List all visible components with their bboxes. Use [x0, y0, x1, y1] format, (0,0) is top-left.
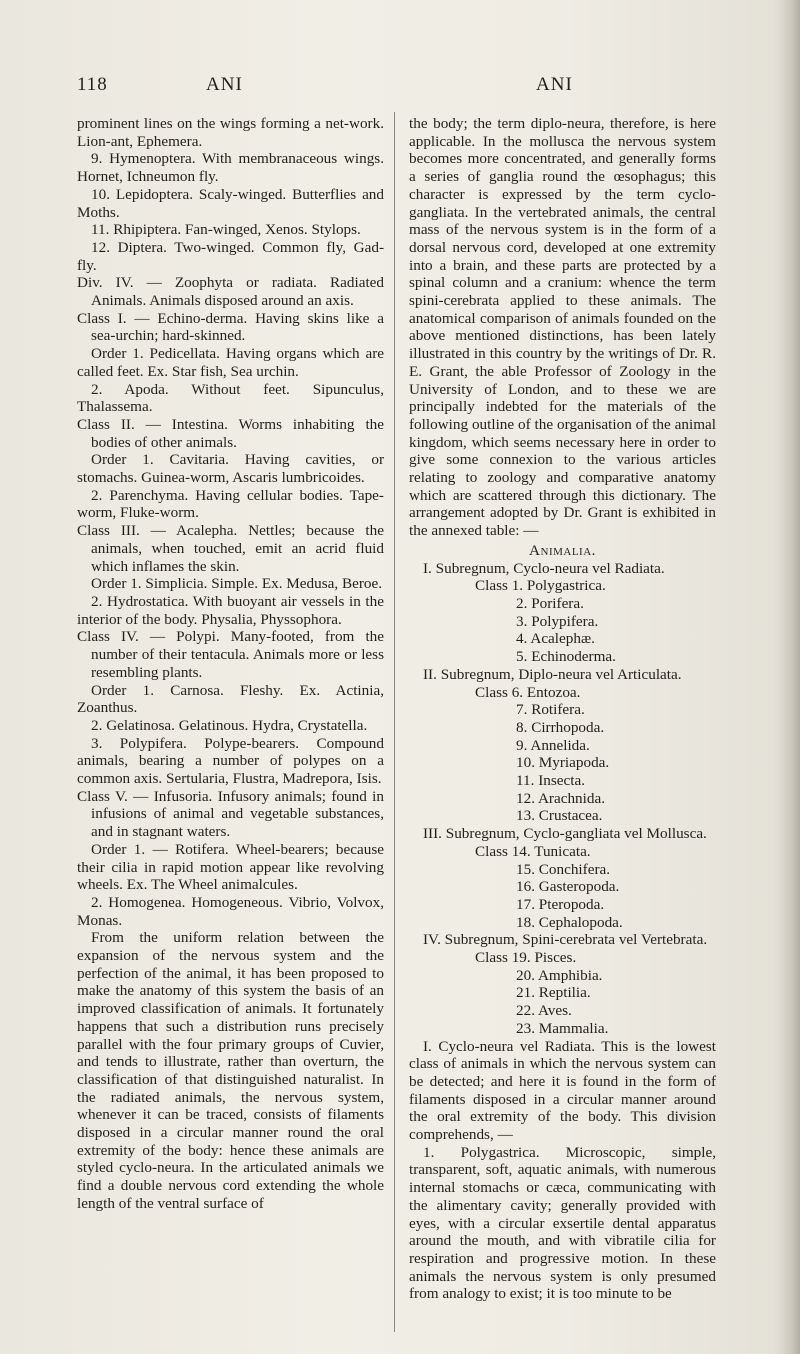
class-row: 8. Cirrhopoda.	[516, 718, 605, 736]
left-paragraph: 11. Rhipiptera. Fan-winged, Xenos. Stylops.	[91, 221, 361, 239]
column-divider	[394, 112, 395, 1332]
left-paragraph: Order 1. Pedicellata. Having organs which are called feet. Ex. Star fish, Sea urchin.	[77, 345, 384, 380]
class-row: 5. Echinoderma.	[516, 648, 616, 666]
left-paragraph: Class V. — Infusoria. Infusory animals; found in infusions of animal and vegetable substances, and in stagnant waters.	[77, 787, 384, 841]
class-row: Class 14. Tunicata.	[475, 842, 591, 860]
subregnum-row: IV. Subregnum, Spini-cerebrata vel Vertebrata.	[423, 931, 708, 949]
left-paragraph: Order 1. — Rotifera. Wheel-bearers; because their cilia in rapid motion appear like revolving wheels. Ex. The Wheel animalcules.	[77, 840, 384, 894]
class-row: Class 19. Pisces.	[475, 949, 577, 967]
right-column	[409, 115, 716, 1303]
subregnum-row: I. Subregnum, Cyclo-neura vel Radiata.	[423, 559, 665, 577]
right-intro-paragraph: the body; the term diplo-neura, therefore, is here applicable. In the mollusca the nervous system becomes more concentrated, and generally forms a series of ganglia round the œsophagus; this character is expressed by the term cyclo-gangliata. In the vertebrated animals, the central mass of the nervous system is in the form of a dorsal nervous cord, developed at one extremity into a brain, and these parts are protected by a spinal column and a cranium: whence the term spini-cerebrata applied to these animals. The anatomical comparison of animals founded on the above mentioned distinctions, has been lately illustrated in this country by the writings of Dr. R. E. Grant, the able Professor of Zoology in the University of London, and to these we are principally indebted for the materials of the following outline of the organisation of the animal kingdom, which seems necessary here in order to give some connexion to the various articles relating to zoology and comparative anatomy which are scattered through this dictionary. The arrangement adopted by Dr. Grant is exhibited in the annexed table: —	[409, 115, 716, 540]
left-paragraph: Class IV. — Polypi. Many-footed, from the number of their tentacula. Animals more or less resembling plants.	[77, 628, 384, 681]
left-paragraph: Class I. — Echino-derma. Having skins like a sea-urchin; hard-skinned.	[77, 309, 384, 345]
subregnum-row: II. Subregnum, Diplo-neura vel Articulata.	[423, 665, 682, 683]
class-row: 7. Rotifera.	[516, 701, 585, 719]
class-row: 21. Reptilia.	[516, 984, 591, 1002]
class-row: 11. Insecta.	[516, 772, 586, 790]
class-row: Class 6. Entozoa.	[475, 683, 581, 701]
right-after-table	[409, 1038, 716, 1304]
left-paragraph: 2. Gelatinosa. Gelatinous. Hydra, Crystatella.	[91, 716, 368, 734]
class-row: 4. Acalephæ.	[516, 630, 595, 648]
left-paragraph: 2. Hydrostatica. With buoyant air vessels in the interior of the body. Physalia, Physsophora.	[77, 592, 384, 628]
table-title: Animalia.	[529, 541, 596, 559]
left-paragraph: Order 1. Cavitaria. Having cavities, or stomachs. Guinea-worm, Ascaris lumbricoides.	[77, 451, 384, 487]
left-paragraph: 10. Lepidoptera. Scaly-winged. Butterflies and Moths.	[77, 185, 384, 221]
left-paragraph: 9. Hymenoptera. With membranaceous wings. Hornet, Ichneumon fly.	[77, 150, 384, 186]
class-row: 13. Crustacea.	[516, 807, 603, 825]
left-column	[77, 115, 384, 1213]
class-row: 9. Annelida.	[516, 736, 590, 754]
left-running-head: ANI	[206, 74, 243, 95]
class-row: 15. Conchifera.	[516, 860, 611, 878]
page-number: 118	[77, 74, 108, 95]
left-paragraph: 2. Apoda. Without feet. Sipunculus, Thalassema.	[77, 380, 384, 416]
class-row: 22. Aves.	[516, 1002, 572, 1020]
left-paragraph: 2. Homogenea. Homogeneous. Vibrio, Volvox, Monas.	[77, 893, 384, 929]
running-header	[0, 74, 800, 102]
class-row: 2. Porifera.	[516, 594, 584, 612]
left-paragraph: Order 1. Carnosa. Fleshy. Ex. Actinia, Zoanthus.	[77, 681, 384, 717]
subregnum-row: III. Subregnum, Cyclo-gangliata vel Mollusca.	[423, 825, 707, 843]
left-paragraph: Class III. — Acalepha. Nettles; because the animals, when touched, emit an acrid fluid which inflames the skin.	[77, 522, 384, 575]
right-paragraph: 1. Polygastrica. Microscopic, simple, transparent, soft, aquatic animals, with numerous internal stomachs or cæca, communicating with the alimentary cavity; generally provided with eyes, with a circular exsertile dental apparatus around the mouth, and with vibratile cilia for respiration and progressive motion. In these animals the nervous system is only presumed from analogy to exist; it is too minute to be	[409, 1143, 716, 1303]
class-row: 10. Myriapoda.	[516, 754, 610, 772]
class-row: Class 1. Polygastrica.	[475, 577, 606, 595]
class-row: 12. Arachnida.	[516, 789, 605, 807]
left-paragraph: Order 1. Simplicia. Simple. Ex. Medusa, Beroe.	[91, 575, 383, 593]
left-paragraph: 3. Polypifera. Polype-bearers. Compound animals, bearing a number of polypes on a common axis. Sertularia, Flustra, Madrepora, Isis.	[77, 734, 384, 788]
left-paragraph: Class II. — Intestina. Worms inhabiting the bodies of other animals.	[77, 415, 384, 451]
right-paragraph: I. Cyclo-neura vel Radiata. This is the lowest class of animals in which the nervous system can be detected; and here it is found in the form of filaments disposed in a circular manner around the oral extremity of the body. This division comprehends, —	[409, 1037, 716, 1144]
left-paragraph: Div. IV. — Zoophyta or radiata. Radiated Animals. Animals disposed around an axis.	[77, 274, 384, 310]
classification-table	[409, 560, 716, 1038]
page-edge-shadow	[774, 0, 800, 1354]
class-row: 3. Polypifera.	[516, 612, 599, 630]
class-row: 23. Mammalia.	[516, 1019, 609, 1037]
left-paragraph: prominent lines on the wings forming a net-work. Lion-ant, Ephemera.	[77, 115, 384, 150]
right-running-head: ANI	[536, 74, 573, 95]
left-paragraph: From the uniform relation between the expansion of the nervous system and the perfection of the animal, it has been proposed to make the anatomy of this system the basis of an improved classification of animals. It fortunately happens that such a distribution runs precisely parallel with the four primary groups of Cuvier, and tends to illustrate, rather than overturn, the classification of that distinguished naturalist. In the radiated animals, the nervous system, whenever it can be traced, consists of filaments disposed in a circular manner round the oral extremity of the body: hence these animals are styled cyclo-neura. In the articulated animals we find a double nervous cord extending the whole length of the ventral surface of	[77, 929, 384, 1212]
class-row: 17. Pteropoda.	[516, 895, 605, 913]
class-row: 20. Amphibia.	[516, 966, 603, 984]
class-row: 16. Gasteropoda.	[516, 878, 620, 896]
left-paragraph: 12. Diptera. Two-winged. Common fly, Gad-fly.	[77, 238, 384, 274]
class-row: 18. Cephalopoda.	[516, 913, 623, 931]
left-paragraph: 2. Parenchyma. Having cellular bodies. Tape-worm, Fluke-worm.	[77, 486, 384, 522]
